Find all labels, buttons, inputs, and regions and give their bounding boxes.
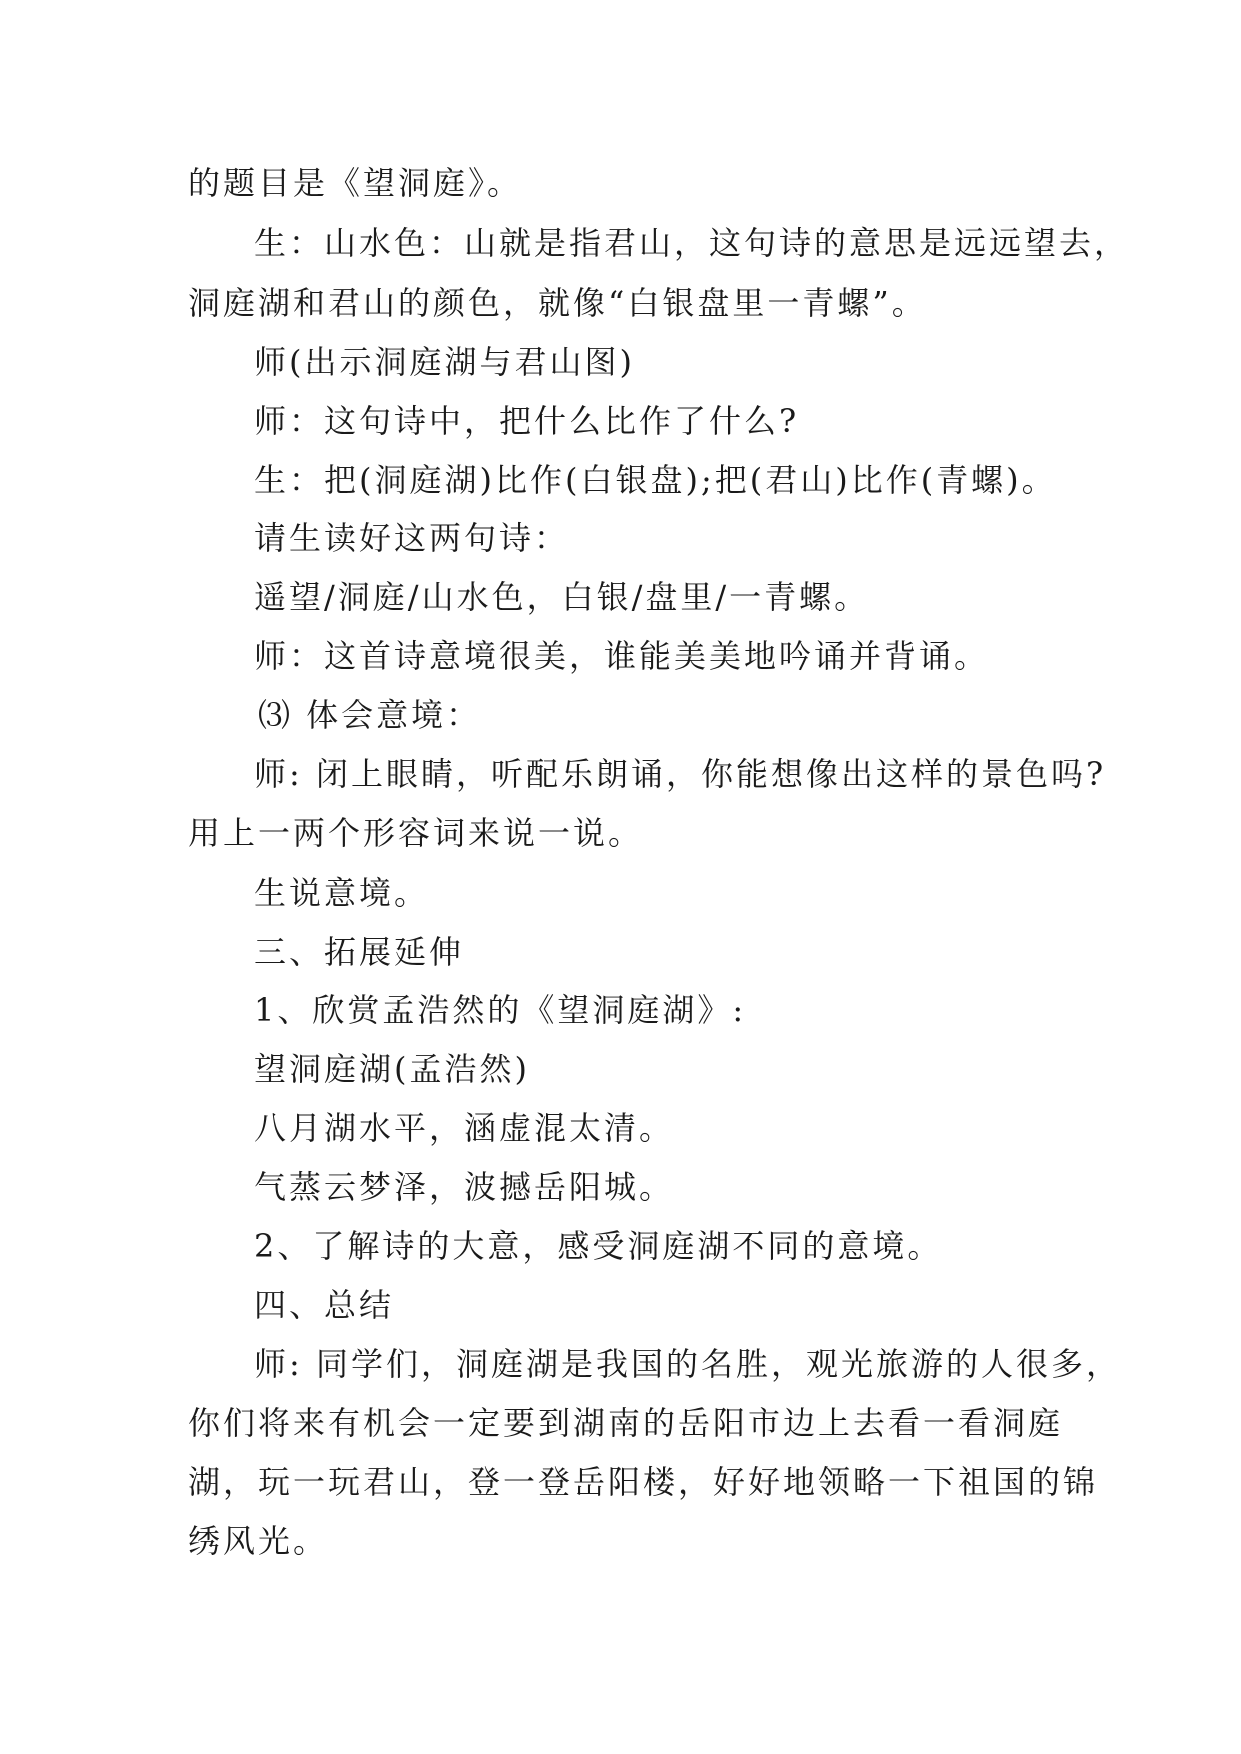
text-line: 1、欣赏孟浩然的《望洞庭湖》: [254, 991, 747, 1029]
text-line: 遥望/洞庭/山水色，白银/盘里/一青螺。 [254, 578, 870, 616]
text-line: 师: 闭上眼睛，听配乐朗诵，你能想像出这样的景色吗? [254, 755, 1107, 793]
text-line: ⑶ 体会意境： [258, 696, 482, 734]
text-line: 2、了解诗的大意，感受洞庭湖不同的意境。 [254, 1227, 943, 1265]
text-line: 师：这首诗意境很美，谁能美美地吟诵并背诵。 [254, 637, 990, 675]
section-heading: 四、总结 [254, 1286, 395, 1324]
text-line: 师(出示洞庭湖与君山图) [254, 343, 635, 381]
poem-title: 望洞庭湖(孟浩然) [254, 1050, 530, 1088]
text-line: 生：把(洞庭湖)比作(白银盘);把(君山)比作(青螺)。 [254, 461, 1057, 499]
text-line: 请生读好这两句诗： [254, 519, 570, 557]
text-line: 你们将来有机会一定要到湖南的岳阳市边上去看一看洞庭 [188, 1404, 1064, 1442]
text-line: 生：山水色：山就是指君山，这句诗的意思是远远望去， [254, 224, 1130, 262]
text-line: 用上一两个形容词来说一说。 [188, 814, 644, 852]
text-line: 洞庭湖和君山的颜色，就像“白银盘里一青螺”。 [188, 284, 927, 322]
text-line: 湖，玩一玩君山，登一登岳阳楼，好好地领略一下祖国的锦 [188, 1463, 1099, 1501]
text-line: 师：这句诗中，把什么比作了什么? [254, 402, 800, 440]
text-line: 生说意境。 [254, 874, 430, 912]
poem-line: 八月湖水平，涵虚混太清。 [254, 1109, 675, 1147]
text-line: 师: 同学们，洞庭湖是我国的名胜，观光旅游的人很多， [254, 1345, 1121, 1383]
section-heading: 三、拓展延伸 [254, 933, 465, 971]
text-line: 绣风光。 [188, 1522, 329, 1560]
poem-line: 气蒸云梦泽，波撼岳阳城。 [254, 1168, 675, 1206]
text-line: 的题目是《望洞庭》。 [188, 164, 523, 202]
